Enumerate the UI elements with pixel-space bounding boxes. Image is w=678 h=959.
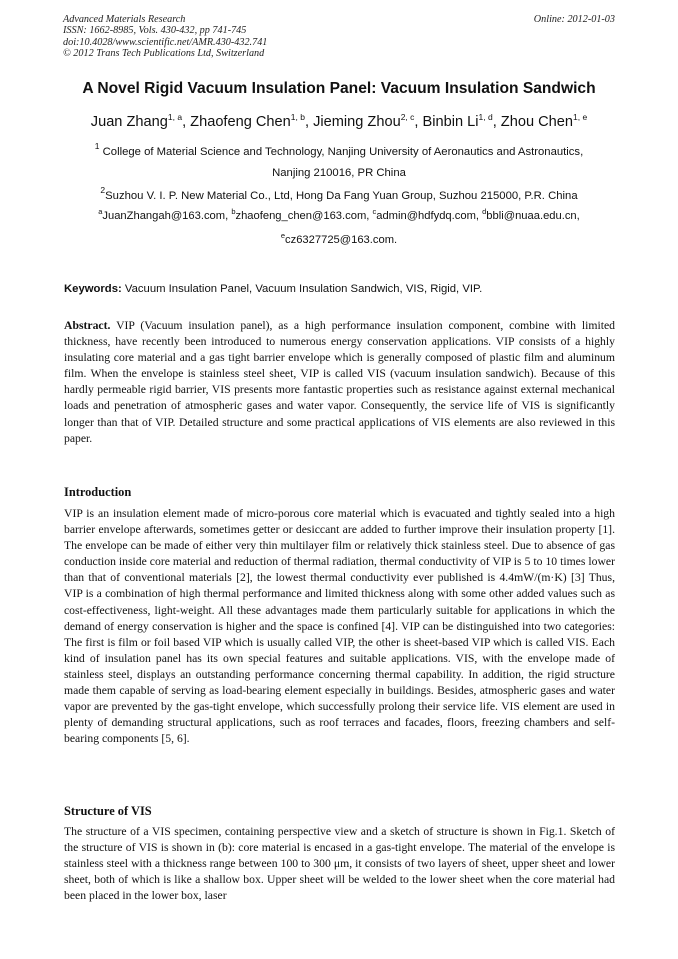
email-address[interactable]: bbli@nuaa.edu.cn [486,210,577,222]
affiliation-marker: 1 [94,141,100,151]
introduction-heading: Introduction [64,485,132,499]
author-affiliation-marker: 1, d [478,112,493,122]
author-name: Jieming Zhou [313,114,401,130]
abstract-text: VIP (Vacuum insulation panel), as a high performance insulation component, combine with limited thickness, have recently been introduced to numerous energy conservation applications. VIP consists of a highly insulating core material and a gas tight barrier envelope which is generally composed of plastic film and aluminum film. When the envelope is stainless steel sheet, VIP is called VIS (vacuum insulation sandwich). Because of this hardly permeable rigid barrier, VIS presents more fantastic properties such as resistance against external mechanical loads and penetration of atmospheric gases and water vapor. Consequently, the service life of VIS is significantly longer than that of VIP. Detailed structure and some practical applications of VIS elements are also reviewed in this paper. [64,319,615,445]
journal-name: Advanced Materials Research [63,14,186,25]
author-name: Zhaofeng Chen [190,114,291,130]
doi-line: doi:10.4028/www.scientific.net/AMR.430-432.741 [63,36,268,48]
author-list: Juan Zhang$^{1, a}$, Zhaofeng Chen$^{1, b}$, Jieming Zhou$^{2, c}$, Binbin Li$^{1, d}$, Zhou Chen$^{1, e}$ [90,112,588,130]
affiliation-1-line-2: Nanjing 210016, PR China [272,167,406,179]
affiliation-1 [52,136,626,184]
email-marker: e [280,231,286,240]
email-address[interactable]: cz6327725@163.com [285,234,395,246]
affiliation-marker: 2 [100,185,106,195]
online-date: Online: 2012-01-03 [533,14,615,25]
email-marker: c [372,207,377,216]
email-marker: d [482,207,487,216]
author-name: Binbin Li [422,114,479,130]
paper-title: A Novel Rigid Vacuum Insulation Panel: Vacuum Insulation Sandwich [82,80,596,97]
introduction-text: VIP is an insulation element made of micro-porous core material which is evacuated and tightly sealed into a high barrier envelope afterwards, sometimes getter or desiccant are added to further improve their insulation property [1]. The envelope can be made of either very thin multilayer film or relatively thick stainless steel. Due to absence of gas conduction inside core material and reduction of thermal radiation, thermal conductivity of VIP is 5 to 10 times lower than that of conventional materials [2], the lowest thermal conductivity ever published is 4.4mW/(m·K) [3] Thus, VIP is a combination of high thermal performance and limited thickness along with some other added values such as cost-effectiveness, light-weight. All these advantages made them particularly suitable for applications in which the demand of energy conservation is higher and the space is confined [4]. VIP can be distinguished into two categories: The first is film or foil based VIP which is usually called VIP, the other is sheet-based VIP which is called VIS. Each kind of insulation panel has its own special features and suitable applications. VIS, with the envelope made of stainless steel, displays an outstanding performance concerning thermal capability. In addition, the rigid structure made them capable of serving as load-bearing element especially in buildings. Besides, atmospheric gases and water vapor are prevented by the gas-tight envelope, which successfully prolong their service life. VIS element are used in plenty of demanding structural applications, such as roof terraces and facades, floors, freezing chambers and self-bearing components [5, 6]. [64,507,615,746]
author-affiliation-marker: 2, c [400,112,415,122]
email-marker: a [98,207,103,216]
structure-text: The structure of a VIS specimen, containing perspective view and a sketch of structure is shown in Fig.1. Sketch of the structure of VIS is shown in (b): core material is encased in a gas-tight envelope. The material of the envelope is stainless steel with a thickness range between 100 to 300 μm, it consists of two layers of sheet, upper sheet and lower sheet, both of which is like a shallow box. Upper sheet will be welded to the lower sheet when the core material had been placed in the lower box, laser [64,825,615,903]
copyright-line: © 2012 Trans Tech Publications Ltd, Switzerland [63,48,265,60]
email-address[interactable]: zhaofeng_chen@163.com [235,210,367,222]
author-name: Zhou Chen [500,114,574,130]
keywords-text: Vacuum Insulation Panel, Vacuum Insulation Sandwich, VIS, Rigid, VIP. [124,283,483,295]
keywords-label: Keywords: [64,283,122,295]
email-marker: b [231,207,236,216]
structure-heading: Structure of VIS [64,804,152,818]
issn-line: ISSN: 1662-8985, Vols. 430-432, pp 741-745 [63,25,247,37]
abstract [64,318,615,447]
author-affiliation-marker: 1, e [573,112,588,122]
author-name: Juan Zhang [90,114,168,130]
abstract-label: Abstract. [64,319,111,332]
journal-header [63,14,615,60]
email-list: $^a$JuanZhangah@163.com, $^b$zhaofeng_chen@163.com, $^c$admin@hdfydq.com, $^d$bbli@nuaa.edu.cn, $^e$cz6327725@163.com. [98,207,580,246]
affiliation-2-text: Suzhou V. I. P. New Material Co., Ltd, Hong Da Fang Yuan Group, Suzhou 215000, P.R. China [105,190,578,202]
email-address[interactable]: JuanZhangah@163.com [102,210,226,222]
email-address[interactable]: admin@hdfydq.com [376,210,476,222]
author-affiliation-marker: 1, b [290,112,305,122]
author-affiliation-marker: 1, a [167,112,183,122]
affiliation-1-line-1: College of Material Science and Technology, Nanjing University of Aeronautics and Astronautics, [102,146,584,158]
keywords [64,283,624,295]
